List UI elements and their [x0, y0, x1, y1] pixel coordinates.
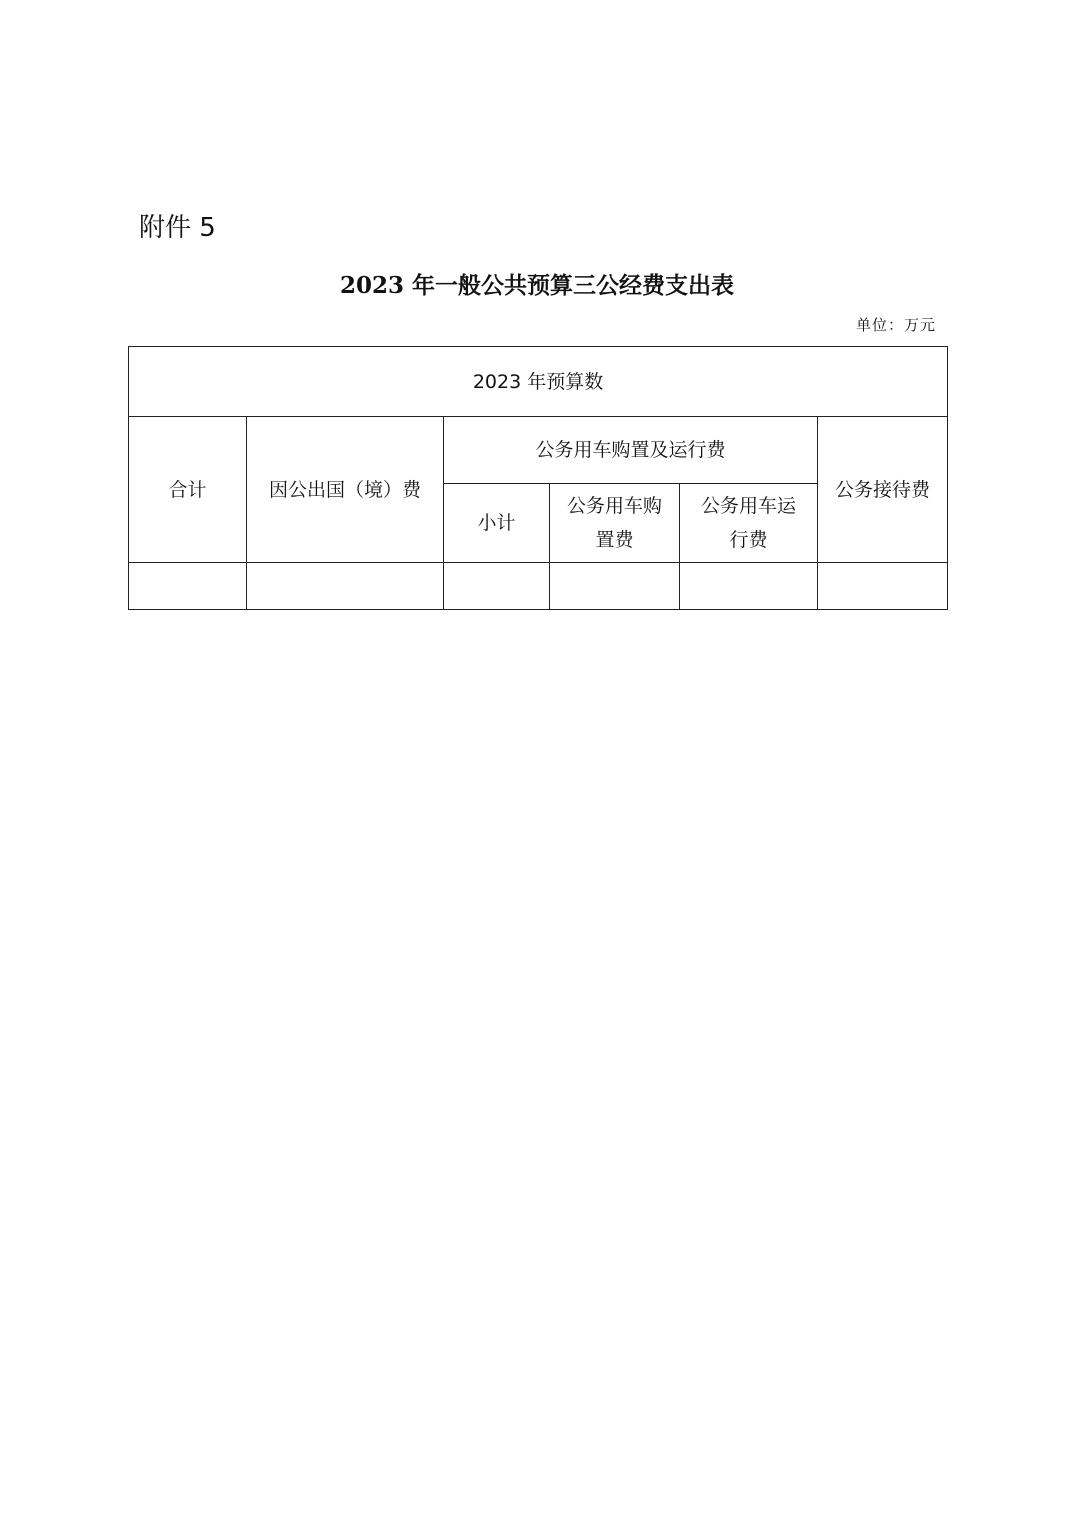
- vehicle-purchase-header: 公务用车购置费: [550, 484, 680, 563]
- overseas-travel-cell: [247, 563, 444, 610]
- vehicle-operation-header: 公务用车运行费: [680, 484, 818, 563]
- vehicle-group-header: 公务用车购置及运行费: [444, 417, 818, 484]
- total-cell: [129, 563, 247, 610]
- vehicle-operation-cell: [680, 563, 818, 610]
- table-header-row: [129, 417, 948, 484]
- reception-cell: [818, 563, 948, 610]
- vehicle-purchase-cell: [550, 563, 680, 610]
- year-budget-header: 2023 年预算数: [129, 347, 948, 417]
- attachment-label: 附件 5: [139, 213, 216, 243]
- document-title: 2023 年一般公共预算三公经费支出表: [339, 272, 735, 299]
- total-header: 合计: [129, 417, 247, 563]
- overseas-travel-header: 因公出国（境）费: [247, 417, 444, 563]
- unit-label: 单位：万元: [855, 316, 936, 334]
- budget-table: [128, 346, 948, 610]
- table-row: [129, 563, 948, 610]
- subtotal-header: 小计: [444, 484, 550, 563]
- reception-header: 公务接待费: [818, 417, 948, 563]
- subtotal-cell: [444, 563, 550, 610]
- table-header-row: [129, 347, 948, 417]
